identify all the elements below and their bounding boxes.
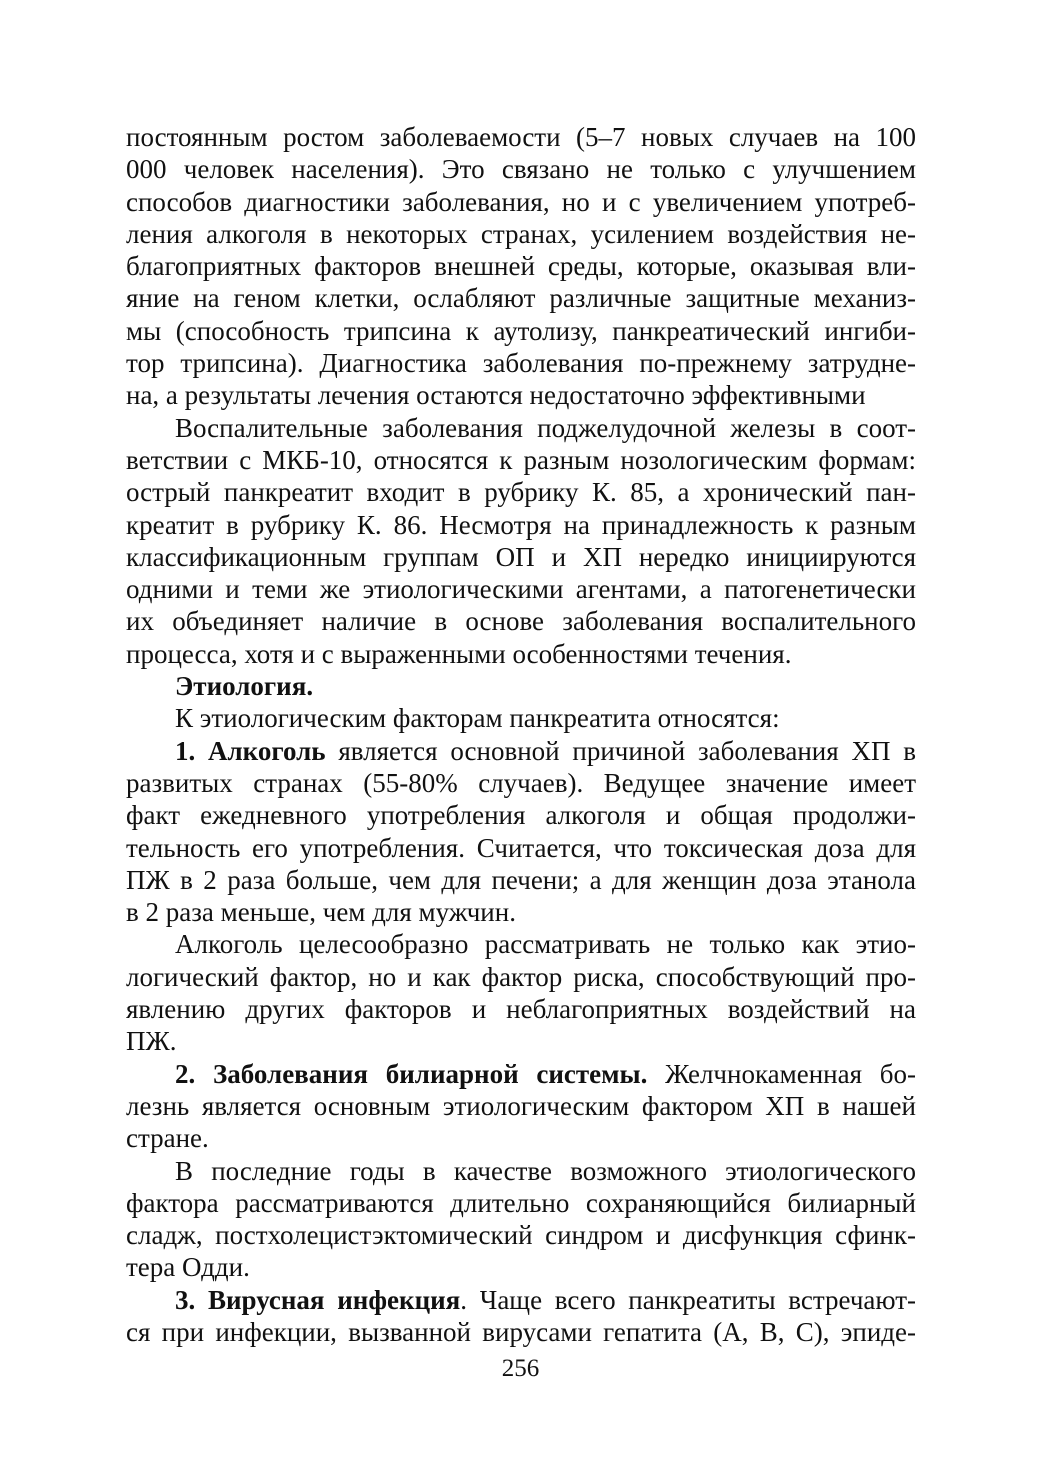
list-item-lead (126, 1058, 916, 1090)
body-text (126, 121, 916, 1348)
section-heading (126, 670, 916, 702)
text-line: мы (способность трипсина к аутолизу, панкреатический ингиби- (126, 315, 916, 346)
text-line: способов диагностики заболевания, но и с увеличением употреб- (126, 186, 916, 217)
text-line: благоприятных факторов внешней среды, которые, оказывая вли- (126, 251, 916, 282)
text-line: факт ежедневного употребления алкоголя и общая продолжи- (126, 800, 916, 831)
text-line: К этиологическим факторам панкреатита относятся: (175, 703, 780, 734)
text-line: лезнь является основным этиологическим фактором ХП в нашей (126, 1090, 916, 1121)
text-line: ПЖ в 2 раза больше, чем для печени; а для женщин доза этанола (126, 864, 916, 895)
text-line: 000 человек населения). Это связано не только с улучшением (126, 154, 916, 185)
text-line: стране. (126, 1123, 209, 1154)
text-line: фактора рассматриваются длительно сохраняющийся билиарный (126, 1187, 916, 1218)
list-item-lead (126, 735, 916, 767)
list-item-lead-text: Желчнокаменная бо- (647, 1058, 917, 1089)
list-item-title: 1. Алкоголь (175, 735, 326, 766)
text-line: постоянным ростом заболеваемости (5–7 новых случаев на 100 (126, 122, 916, 152)
text-line: ления алкоголя в некоторых странах, усилением воздействия не- (126, 218, 916, 249)
text-line: одними и теми же этиологическими агентами, а патогенетически (126, 574, 916, 605)
text-line: классификационным группам ОП и ХП нередко инициируются (126, 541, 916, 572)
text-line: креатит в рубрику К. 86. Несмотря на принадлежность к разным (126, 509, 916, 540)
list-item-title: 2. Заболевания билиарной системы. (175, 1058, 648, 1089)
text-line: сладж, постхолецистэктомический синдром и дисфункция сфинк- (126, 1220, 916, 1251)
text-line: развитых странах (55-80% случаев). Ведущее значение имеет (126, 767, 916, 798)
text-line: яние на геном клетки, ослабляют различные защитные механиз- (126, 283, 916, 314)
text-line: логический фактор, но и как фактор риска, способствующий про- (126, 961, 916, 992)
text-line: острый панкреатит входит в рубрику К. 85, а хронический пан- (126, 477, 916, 508)
text-line: на, а результаты лечения остаются недостаточно эффективными (126, 380, 866, 411)
text-line: В последние годы в качестве возможного этиологического (175, 1155, 916, 1186)
list-item-lead (126, 1284, 916, 1316)
section-heading-text: Этиология. (175, 671, 314, 702)
text-line: ветствии с МКБ-10, относятся к разным нозологическим формам: (126, 444, 916, 475)
text-line: их объединяет наличие в основе заболевания воспалительного (126, 606, 916, 637)
text-line: процесса, хотя и с выраженными особенностями течения. (126, 638, 792, 669)
text-line: ПЖ. (126, 1026, 177, 1057)
list-item-lead-text: является основной причиной заболевания ХП в (325, 735, 916, 766)
list-item-lead-text: . Чаще всего панкреатиты встречают- (460, 1284, 916, 1315)
text-line: Воспалительные заболевания поджелудочной железы в соот- (175, 412, 916, 443)
list-item-title: 3. Вирусная инфекция (175, 1284, 461, 1315)
page-number: 256 (501, 1355, 540, 1382)
text-line: в 2 раза меньше, чем для мужчин. (126, 897, 516, 928)
text-line: ся при инфекции, вызванной вирусами гепатита (А, В, С), эпиде- (126, 1316, 916, 1347)
text-line: тера Одди. (126, 1252, 250, 1283)
text-line: явлению других факторов и неблагоприятных воздействий на (126, 994, 916, 1025)
text-line: тор трипсина). Диагностика заболевания по-прежнему затрудне- (126, 348, 916, 379)
text-line: тельность его употребления. Считается, что токсическая доза для (126, 832, 916, 863)
text-line: Алкоголь целесообразно рассматривать не только как этио- (175, 929, 916, 960)
